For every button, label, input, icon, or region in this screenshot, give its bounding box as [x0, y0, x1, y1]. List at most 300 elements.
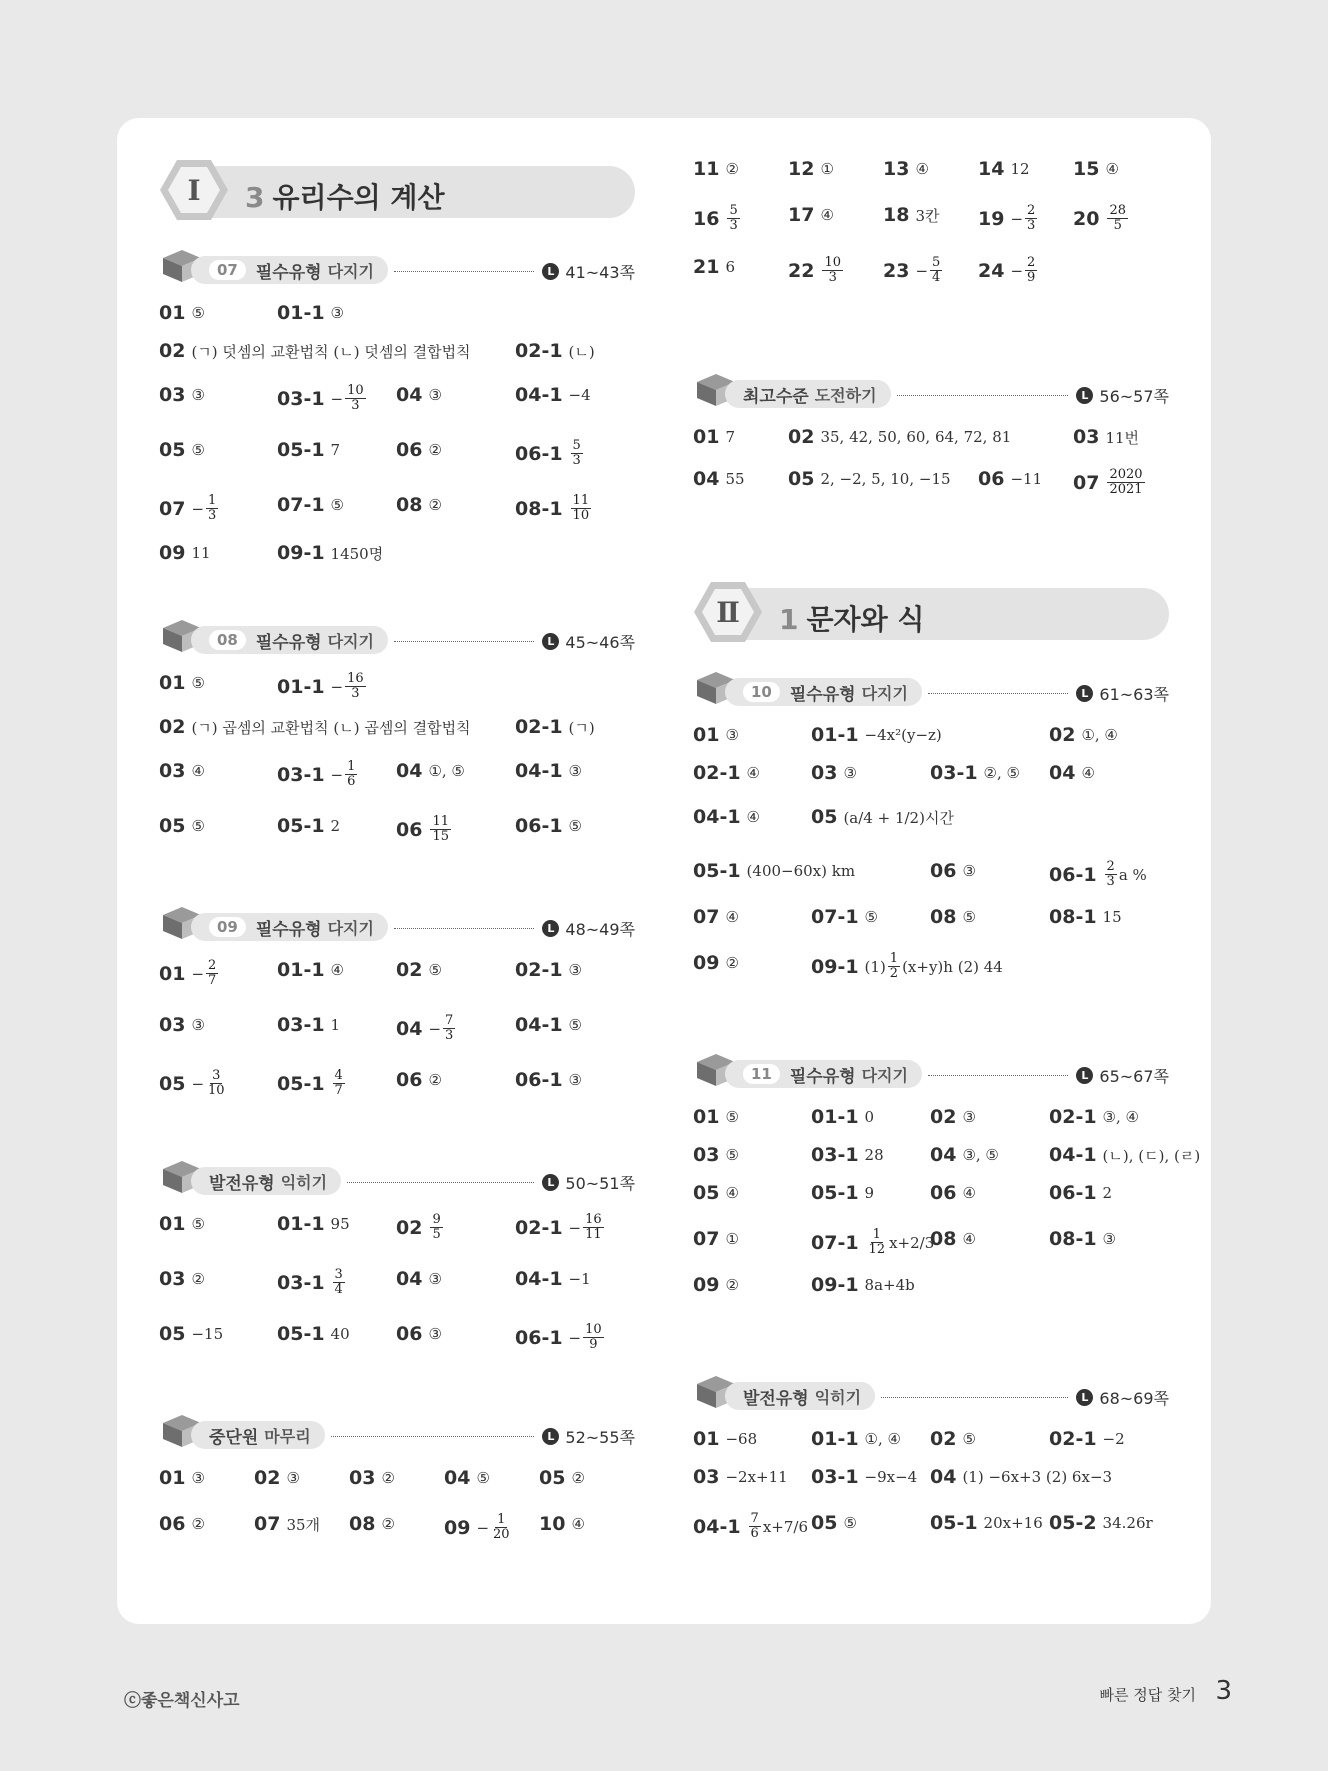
section-pages [1076, 682, 1169, 705]
answer-row [693, 724, 1169, 762]
answer-item [693, 1274, 739, 1296]
answer-row [693, 426, 1169, 468]
answer-text: ①, ④ [1081, 726, 1118, 744]
fraction [583, 1323, 604, 1352]
question-number: 22 [788, 259, 815, 282]
fraction-denominator: 4 [932, 270, 941, 285]
question-number: 04-1 [515, 384, 563, 406]
fraction-numerator: 1 [347, 759, 356, 774]
fraction-numerator: 1 [497, 1512, 506, 1527]
answer-item [277, 1268, 347, 1297]
question-number: 01 [693, 426, 720, 448]
answer-text: ② [191, 1270, 205, 1288]
fraction [430, 815, 451, 844]
answer-text: ③ [568, 961, 582, 979]
answer-item [159, 302, 205, 324]
answer-text: −4 [568, 386, 591, 404]
section-title-pill [191, 626, 388, 654]
answer-text: − [915, 261, 929, 280]
answer-text: ③, ⑤ [962, 1146, 999, 1164]
answer-item [693, 158, 739, 180]
question-number: 05 [811, 806, 838, 828]
answer-item [159, 1323, 223, 1345]
answer-text: (1) [864, 957, 886, 976]
answer-item [693, 426, 735, 448]
answer-text: ② [571, 1469, 585, 1487]
section-number-badge: 08 [209, 630, 246, 650]
answer-text: (400−60x) km [746, 862, 856, 880]
section-page-range: 41~43쪽 [565, 263, 635, 282]
fraction-numerator: 5 [932, 255, 941, 270]
answer-item [159, 1014, 205, 1036]
fraction-numerator: 11 [432, 814, 449, 829]
answer-text: −1 [568, 1270, 591, 1288]
answer-text: ⑤ [962, 1430, 976, 1448]
section-header [159, 905, 635, 945]
question-number: 08 [349, 1513, 376, 1535]
question-number: 02-1 [515, 340, 563, 362]
answer-text: 1450명 [330, 544, 384, 563]
answer-text: − [191, 1074, 205, 1093]
answer-item [788, 468, 951, 490]
question-number: 06-1 [1049, 863, 1097, 886]
answer-item [515, 384, 591, 406]
answer-item [930, 860, 976, 882]
fraction [206, 959, 218, 988]
answer-item [515, 1069, 582, 1091]
answer-text-suffix: x+2/3 [889, 1233, 935, 1252]
section-title-pill [725, 1382, 875, 1410]
answer-item [811, 806, 954, 828]
section-header [693, 670, 1169, 710]
question-number: 03 [1073, 426, 1100, 448]
answer-text: ④ [1105, 160, 1119, 178]
answer-item [396, 494, 442, 516]
right-column [693, 118, 1201, 1552]
answer-row [159, 1467, 635, 1513]
answer-grid [693, 1106, 1201, 1374]
question-number: 04-1 [693, 1515, 741, 1538]
section-subtitle: 익히기 [814, 1387, 862, 1407]
section-header [159, 248, 635, 288]
answer-text: 9 [864, 1184, 875, 1202]
answer-item [788, 204, 834, 226]
left-column [159, 156, 635, 1559]
question-number: 05 [811, 1512, 838, 1534]
question-number: 09-1 [277, 542, 325, 564]
question-number: 06 [396, 818, 423, 841]
question-number: 01 [159, 1213, 186, 1235]
answer-item [693, 256, 735, 278]
answer-item [1049, 1512, 1153, 1534]
question-number: 07-1 [277, 494, 325, 516]
answer-text: ④ [746, 764, 760, 782]
answer-text: 15 [1102, 908, 1122, 926]
answer-text: − [476, 1518, 490, 1537]
answer-item [254, 1467, 300, 1489]
answer-item [1073, 204, 1130, 233]
answer-item [1073, 426, 1139, 448]
answer-text: ②, ⑤ [983, 764, 1020, 782]
section-leader-dots [928, 693, 1068, 694]
answer-row [159, 439, 635, 494]
answer-item [515, 1014, 582, 1036]
question-number: 01-1 [811, 1428, 859, 1450]
answer-item [515, 959, 582, 981]
question-number: 02 [159, 340, 186, 362]
answer-text: 12 [1010, 160, 1030, 178]
answer-text: ⑤ [191, 441, 205, 459]
section-number-badge: 10 [743, 682, 780, 702]
fraction [888, 952, 900, 981]
fraction-denominator: 5 [1113, 218, 1122, 233]
question-number: 03-1 [277, 1271, 325, 1294]
answer-item [349, 1513, 395, 1535]
fraction-numerator: 4 [334, 1068, 343, 1083]
answer-grid [693, 724, 1169, 1052]
question-number: 02 [788, 426, 815, 448]
question-number: 02 [930, 1106, 957, 1128]
answer-item [788, 426, 1011, 448]
answer-text: ③ [568, 1071, 582, 1089]
fraction [1107, 468, 1144, 497]
question-number: 02 [1049, 724, 1076, 746]
question-number: 09-1 [811, 955, 859, 978]
question-number: 06-1 [515, 442, 563, 465]
question-number: 09-1 [811, 1274, 859, 1296]
answer-text: 7 [330, 441, 341, 459]
question-number: 05 [539, 1467, 566, 1489]
answer-grid [159, 672, 635, 905]
answer-item [883, 158, 929, 180]
section-title: 필수유형 [255, 919, 322, 940]
fraction [443, 1014, 455, 1043]
answer-text: ② [381, 1469, 395, 1487]
question-number: 01 [159, 962, 186, 985]
answer-text: 2 [1102, 1184, 1113, 1202]
answer-text: (ㄱ) [568, 718, 595, 737]
section-subtitle: 다지기 [861, 683, 908, 703]
answer-item [396, 1323, 442, 1345]
answer-text: ③ [962, 862, 976, 880]
answer-text: −68 [725, 1430, 758, 1448]
question-number: 08-1 [1049, 906, 1097, 928]
answer-text: 35, 42, 50, 60, 64, 72, 81 [820, 428, 1012, 446]
question-number: 04 [930, 1144, 957, 1166]
question-number: 04 [396, 760, 423, 782]
question-number: 14 [978, 158, 1005, 180]
answer-item [1049, 1428, 1125, 1450]
fraction-denominator: 2 [889, 966, 899, 981]
answer-item [539, 1467, 585, 1489]
page-ref-icon: L [1076, 387, 1093, 404]
fraction-denominator: 3 [1106, 874, 1115, 889]
answer-text: 3칸 [915, 206, 940, 225]
answer-item [515, 760, 582, 782]
fraction-numerator: 10 [824, 255, 841, 270]
answer-row [159, 1513, 635, 1559]
answer-item [930, 1144, 999, 1166]
answer-item [277, 494, 344, 516]
answer-text: 0 [864, 1108, 875, 1126]
fraction-numerator: 10 [347, 383, 364, 398]
answer-text-suffix: x+7/6 [762, 1517, 808, 1536]
answer-item [930, 1182, 976, 1204]
answer-text: 7 [725, 428, 735, 446]
question-number: 05-2 [1049, 1512, 1097, 1534]
question-number: 08 [930, 906, 957, 928]
answer-text: ② [725, 160, 739, 178]
fraction-numerator: 11 [572, 493, 590, 508]
question-number: 02 [159, 716, 186, 738]
answer-text: ⑤ [843, 1514, 857, 1532]
answer-text: ② [191, 1515, 205, 1533]
answer-row [693, 256, 1169, 372]
section-title: 필수유형 [255, 262, 322, 283]
answer-row [693, 158, 1169, 204]
section-page-range: 61~63쪽 [1099, 685, 1169, 704]
answer-row [693, 762, 1169, 806]
section-page-range: 68~69쪽 [1099, 1389, 1169, 1408]
answer-item [930, 1106, 976, 1128]
page-ref-icon: L [542, 1428, 559, 1445]
answer-item [515, 815, 582, 837]
section-page-range: 50~51쪽 [565, 1174, 635, 1193]
answer-item [693, 1182, 739, 1204]
unit-header [693, 578, 1169, 640]
answer-card [117, 118, 1211, 1624]
answer-text: ② [725, 954, 739, 972]
question-number: 06-1 [515, 815, 563, 837]
answer-row [693, 1274, 1169, 1374]
answer-item [159, 959, 220, 988]
section-leader-dots [394, 928, 534, 929]
answer-text: ① [820, 160, 834, 178]
unit-title [245, 176, 445, 216]
answer-item [159, 384, 205, 406]
answer-text: −15 [191, 1325, 224, 1343]
fraction [206, 1069, 227, 1098]
page-ref-icon: L [542, 263, 559, 280]
answer-row [693, 1228, 1169, 1274]
section-title: 필수유형 [789, 1066, 856, 1087]
fraction-numerator: 3 [334, 1267, 343, 1282]
answer-item [811, 906, 878, 928]
question-number: 03 [159, 384, 186, 406]
answer-text: ② [428, 496, 442, 514]
answer-text: ④ [915, 160, 929, 178]
question-number: 02-1 [515, 716, 563, 738]
answer-item [277, 302, 344, 324]
answer-item [693, 860, 855, 882]
answer-item [159, 672, 205, 694]
question-number: 02 [930, 1428, 957, 1450]
answer-text: 6 [725, 258, 735, 276]
section-header [159, 1159, 635, 1199]
page-ref-icon: L [542, 1174, 559, 1191]
section-leader-dots [394, 271, 534, 272]
fraction-numerator: 5 [729, 203, 738, 218]
question-number: 04-1 [693, 806, 741, 828]
question-number: 01-1 [277, 675, 325, 698]
answer-text: 35개 [286, 1515, 321, 1534]
answer-item [811, 1466, 917, 1488]
answer-text: ⑤ [428, 961, 442, 979]
section-pages [542, 1171, 635, 1194]
fraction [822, 256, 843, 285]
question-number: 19 [978, 207, 1005, 230]
section-title: 중단원 [209, 1427, 259, 1448]
fraction-numerator: 2 [208, 958, 217, 973]
fraction-numerator: 2 [1027, 203, 1036, 218]
answer-row [693, 952, 1169, 1052]
answer-item [978, 468, 1042, 490]
answer-text: ⑤ [568, 817, 582, 835]
section-number-badge: 11 [743, 1064, 780, 1084]
fraction-denominator: 3 [729, 218, 738, 233]
answer-grid [693, 158, 1169, 372]
question-number: 18 [883, 204, 910, 226]
fraction-numerator: 1 [208, 493, 217, 508]
fraction-denominator: 7 [208, 973, 217, 988]
fraction [430, 1213, 442, 1242]
answer-item [883, 256, 944, 285]
answer-text: − [568, 1218, 582, 1237]
answer-item [277, 384, 368, 413]
answer-text: − [1010, 209, 1024, 228]
page-ref-icon: L [1076, 1389, 1093, 1406]
answer-text: ③ [843, 764, 857, 782]
answer-item [277, 959, 344, 981]
fraction [571, 439, 583, 468]
answer-row [159, 1014, 635, 1069]
fraction [1107, 204, 1128, 233]
answer-text: ⑤ [191, 817, 205, 835]
section-title-pill [191, 256, 388, 284]
question-number: 06 [930, 860, 957, 882]
section-page-range: 48~49쪽 [565, 920, 635, 939]
question-number: 05-1 [277, 1323, 325, 1345]
answer-item [396, 959, 442, 981]
question-number: 03 [693, 1144, 720, 1166]
answer-item [277, 1213, 350, 1235]
answer-text: ④ [725, 1184, 739, 1202]
answer-text: (ㄱ) 곱셈의 교환법칙 (ㄴ) 곱셈의 결합법칙 [191, 718, 471, 737]
question-number: 05-1 [277, 815, 325, 837]
answer-text: 2 [330, 817, 341, 835]
question-number: 02-1 [515, 959, 563, 981]
answer-item [1049, 860, 1147, 889]
answer-item [930, 906, 976, 928]
answer-grid [159, 302, 635, 618]
question-number: 05-1 [277, 439, 325, 461]
question-number: 03 [159, 1268, 186, 1290]
question-number: 13 [883, 158, 910, 180]
answer-text: − [330, 765, 344, 784]
fraction [345, 760, 357, 789]
answer-text: 1 [330, 1016, 341, 1034]
fraction-denominator: 20 [493, 1527, 510, 1542]
answer-row [693, 204, 1169, 256]
answer-item [515, 1213, 606, 1242]
answer-item [277, 760, 359, 789]
answer-text: ③ [428, 386, 442, 404]
fraction-denominator: 12 [868, 1242, 886, 1257]
fraction-denominator: 15 [432, 829, 449, 844]
page-ref-icon: L [1076, 1067, 1093, 1084]
fraction-numerator: 3 [212, 1068, 221, 1083]
answer-text: − [428, 1019, 442, 1038]
question-number: 04 [1049, 762, 1076, 784]
answer-item [693, 1228, 739, 1250]
fraction [571, 494, 592, 523]
answer-item [1049, 1106, 1139, 1128]
answer-text: ③ [191, 1016, 205, 1034]
section-subtitle: 도전하기 [814, 385, 877, 405]
answer-text: −9x−4 [864, 1468, 918, 1486]
fraction-denominator: 2021 [1109, 482, 1143, 497]
answer-row [159, 494, 635, 542]
section-header [159, 618, 635, 658]
answer-row [693, 1512, 1169, 1552]
section-header [159, 1413, 635, 1453]
question-number: 05 [159, 1072, 186, 1095]
question-number: 08 [930, 1228, 957, 1250]
question-number: 03-1 [277, 1014, 325, 1036]
answer-item [811, 1106, 874, 1128]
unit-roman: Ⅰ [187, 173, 201, 207]
fraction-denominator: 3 [351, 398, 360, 413]
answer-text: 2, −2, 5, 10, −15 [820, 470, 951, 488]
answer-item [254, 1513, 320, 1535]
answer-item [1049, 724, 1118, 746]
answer-item [930, 1466, 1112, 1488]
answer-item [159, 494, 220, 523]
answer-item [1049, 1228, 1116, 1250]
answer-text: ④ [820, 206, 834, 224]
fraction [345, 384, 366, 413]
section-title: 필수유형 [255, 632, 322, 653]
fraction-numerator: 1 [889, 951, 899, 966]
answer-text: ② [428, 1071, 442, 1089]
answer-row [693, 1428, 1169, 1466]
question-number: 06-1 [515, 1069, 563, 1091]
fraction-numerator: 7 [750, 1511, 759, 1526]
answer-item [349, 1467, 395, 1489]
fraction-denominator: 9 [1027, 270, 1036, 285]
question-number: 06 [396, 1069, 423, 1091]
question-number: 06-1 [515, 1326, 563, 1349]
fraction [930, 256, 942, 285]
question-number: 04-1 [515, 1268, 563, 1290]
fraction-denominator: 4 [334, 1282, 343, 1297]
answer-item [693, 952, 739, 974]
answer-text: ⑤ [476, 1469, 490, 1487]
question-number: 05-1 [930, 1512, 978, 1534]
answer-row [159, 815, 635, 905]
answer-item [159, 760, 205, 782]
question-number: 05 [159, 1323, 186, 1345]
section-title-pill [725, 380, 891, 408]
answer-item [811, 762, 857, 784]
answer-text: (ㄴ), (ㄷ), (ㄹ) [1102, 1146, 1201, 1165]
answer-item [693, 762, 760, 784]
question-number: 20 [1073, 207, 1100, 230]
answer-item [1073, 468, 1147, 497]
question-number: 03-1 [277, 763, 325, 786]
question-number: 08 [396, 494, 423, 516]
fraction [345, 672, 366, 701]
